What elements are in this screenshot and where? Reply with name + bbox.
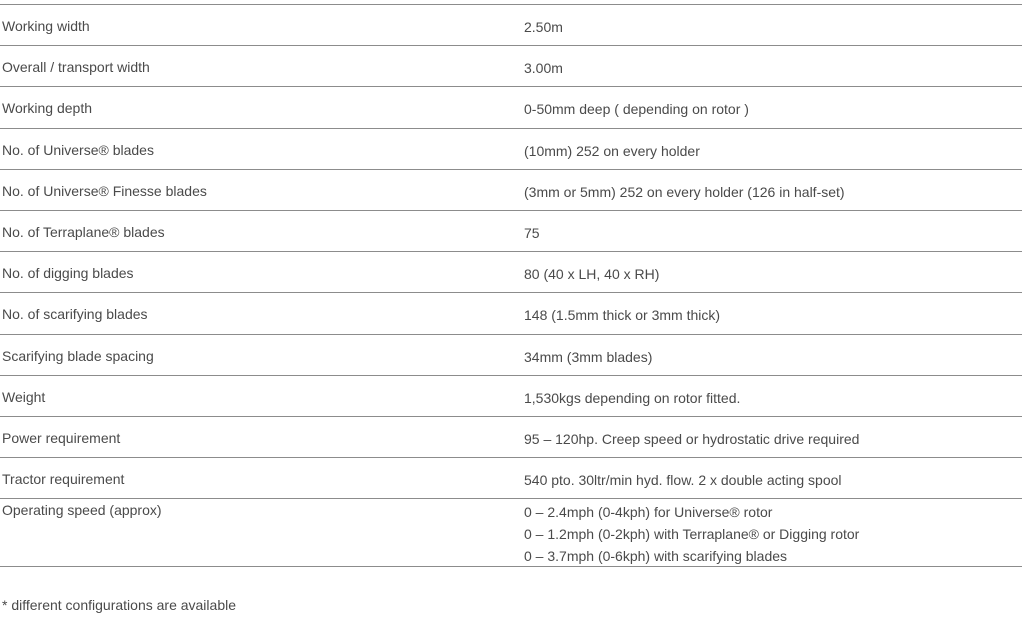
spec-row-weight bbox=[0, 376, 1022, 417]
spec-value bbox=[524, 87, 1022, 127]
spec-value-line: 3.00m bbox=[524, 60, 563, 77]
spec-label: Working depth bbox=[2, 100, 93, 117]
spec-row-transport-width bbox=[0, 46, 1022, 87]
spec-value bbox=[524, 499, 1022, 566]
spec-label: Tractor requirement bbox=[2, 471, 125, 488]
spec-value-line: 0 – 2.4mph (0-4kph) for Universe® rotor bbox=[524, 504, 773, 521]
spec-label: Working width bbox=[2, 18, 90, 34]
spec-value bbox=[524, 46, 1022, 86]
spec-label: No. of digging blades bbox=[2, 265, 134, 282]
footnote: * different configurations are available bbox=[2, 597, 237, 613]
spec-table bbox=[0, 4, 1022, 567]
spec-label: No. of scarifying blades bbox=[2, 306, 148, 323]
spec-row-tractor-requirement bbox=[0, 458, 1022, 499]
spec-label: No. of Universe® blades bbox=[2, 141, 154, 158]
spec-value-line: (10mm) 252 on every holder bbox=[524, 142, 700, 159]
spec-row-blade-spacing bbox=[0, 335, 1022, 376]
spec-value bbox=[524, 5, 1022, 45]
spec-value-line: 1,530kgs depending on rotor fitted. bbox=[524, 389, 741, 406]
spec-value-line: 95 – 120hp. Creep speed or hydrostatic drive required bbox=[524, 430, 860, 447]
spec-label: Overall / transport width bbox=[2, 59, 150, 76]
spec-value bbox=[524, 170, 1022, 210]
spec-label: No. of Universe® Finesse blades bbox=[2, 182, 207, 199]
spec-label: Scarifying blade spacing bbox=[2, 347, 154, 364]
spec-value-line: 34mm (3mm blades) bbox=[524, 348, 653, 365]
spec-value-line: 148 (1.5mm thick or 3mm thick) bbox=[524, 307, 721, 324]
spec-label: Power requirement bbox=[2, 429, 121, 446]
spec-row-operating-speed bbox=[0, 499, 1022, 567]
spec-value-line: 80 (40 x LH, 40 x RH) bbox=[524, 266, 660, 283]
spec-value-line: 540 pto. 30ltr/min hyd. flow. 2 x double acting spool bbox=[524, 472, 842, 489]
spec-value bbox=[524, 211, 1022, 251]
spec-value-line: 0-50mm deep ( depending on rotor ) bbox=[524, 101, 749, 118]
spec-row-working-width bbox=[0, 5, 1022, 46]
spec-label: No. of Terraplane® blades bbox=[2, 223, 165, 240]
spec-value-line: 2.50m bbox=[524, 19, 563, 35]
spec-row-working-depth bbox=[0, 87, 1022, 128]
spec-value bbox=[524, 129, 1022, 169]
spec-label: Operating speed (approx) bbox=[2, 502, 162, 519]
spec-row-terraplane-blades bbox=[0, 211, 1022, 252]
spec-row-finesse-blades bbox=[0, 170, 1022, 211]
spec-row-scarifying-blades bbox=[0, 293, 1022, 334]
spec-value bbox=[524, 458, 1022, 498]
spec-value bbox=[524, 293, 1022, 333]
spec-row-universe-blades bbox=[0, 129, 1022, 170]
spec-value bbox=[524, 335, 1022, 375]
spec-value-line: 0 – 1.2mph (0-2kph) with Terraplane® or Digging rotor bbox=[524, 526, 860, 543]
spec-value-line: 0 – 3.7mph (0-6kph) with scarifying blades bbox=[524, 548, 788, 565]
spec-row-power-requirement bbox=[0, 417, 1022, 458]
spec-value bbox=[524, 252, 1022, 292]
spec-row-digging-blades bbox=[0, 252, 1022, 293]
spec-value-line: (3mm or 5mm) 252 on every holder (126 in half-set) bbox=[524, 183, 845, 200]
spec-value-line: 75 bbox=[524, 224, 540, 241]
spec-label: Weight bbox=[2, 388, 46, 405]
spec-value bbox=[524, 376, 1022, 416]
spec-value bbox=[524, 417, 1022, 457]
